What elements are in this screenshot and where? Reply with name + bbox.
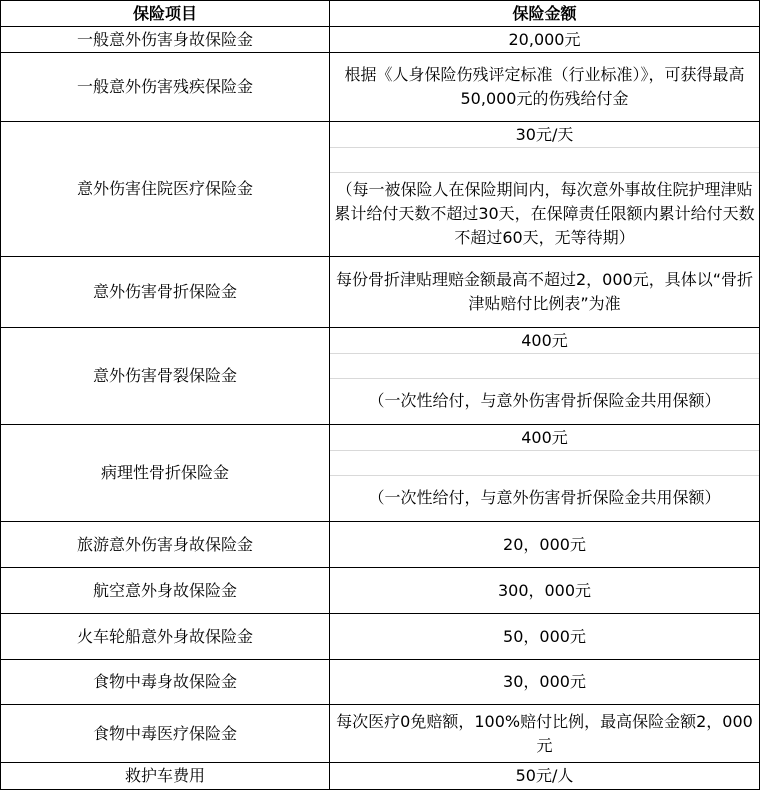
header-row [1, 1, 760, 27]
header-amount: 保险金额 [330, 1, 760, 27]
spacer-line [330, 353, 759, 378]
table-row [1, 27, 760, 53]
amount-cell: 50，000元 [330, 614, 760, 660]
item-cell: 意外伤害骨折保险金 [1, 257, 330, 328]
table-row [1, 614, 760, 660]
amount-cell: 根据《人身保险伤残评定标准（行业标准）》，可获得最高50,000元的伤残给付金 [330, 53, 760, 122]
table-row [1, 705, 760, 763]
item-cell: 一般意外伤害身故保险金 [1, 27, 330, 53]
item-cell: 旅游意外伤害身故保险金 [1, 522, 330, 568]
table-row [1, 568, 760, 614]
table-row [1, 257, 760, 328]
item-cell: 火车轮船意外身故保险金 [1, 614, 330, 660]
item-cell: 食物中毒身故保险金 [1, 660, 330, 705]
table-row [1, 763, 760, 790]
amount-cell [330, 328, 760, 425]
amount-main: 400元 [521, 330, 568, 350]
item-cell: 意外伤害骨裂保险金 [1, 328, 330, 425]
item-cell: 食物中毒医疗保险金 [1, 705, 330, 763]
amount-note: （每一被保险人在保险期间内，每次意外事故住院护理津贴累计给付天数不超过30天，在保障责任限额内累计给付天数不超过60天，无等待期） [330, 172, 759, 255]
spacer-line [330, 450, 759, 475]
spacer-line [330, 147, 759, 172]
amount-cell [330, 122, 760, 257]
table-row [1, 122, 760, 257]
header-item: 保险项目 [1, 1, 330, 27]
amount-main: 30元/天 [515, 124, 574, 144]
amount-cell: 20,000元 [330, 27, 760, 53]
table-row [1, 660, 760, 705]
item-cell: 意外伤害住院医疗保险金 [1, 122, 330, 257]
table-row [1, 425, 760, 522]
amount-cell: 20，000元 [330, 522, 760, 568]
amount-cell: 30，000元 [330, 660, 760, 705]
amount-note: （一次性给付，与意外伤害骨折保险金共用保额） [330, 378, 759, 423]
amount-cell: 每份骨折津贴理赔金额最高不超过2，000元，具体以“骨折津贴赔付比例表”为准 [330, 257, 760, 328]
table-row [1, 522, 760, 568]
item-cell: 一般意外伤害残疾保险金 [1, 53, 330, 122]
amount-note: （一次性给付，与意外伤害骨折保险金共用保额） [330, 475, 759, 520]
amount-cell: 50元/人 [330, 763, 760, 790]
item-cell: 航空意外身故保险金 [1, 568, 330, 614]
table-row [1, 53, 760, 122]
amount-cell [330, 425, 760, 522]
amount-cell: 每次医疗0免赔额，100%赔付比例，最高保险金额2，000元 [330, 705, 760, 763]
table-row [1, 328, 760, 425]
amount-cell: 300，000元 [330, 568, 760, 614]
item-cell: 救护车费用 [1, 763, 330, 790]
item-cell: 病理性骨折保险金 [1, 425, 330, 522]
amount-main: 400元 [521, 427, 568, 447]
